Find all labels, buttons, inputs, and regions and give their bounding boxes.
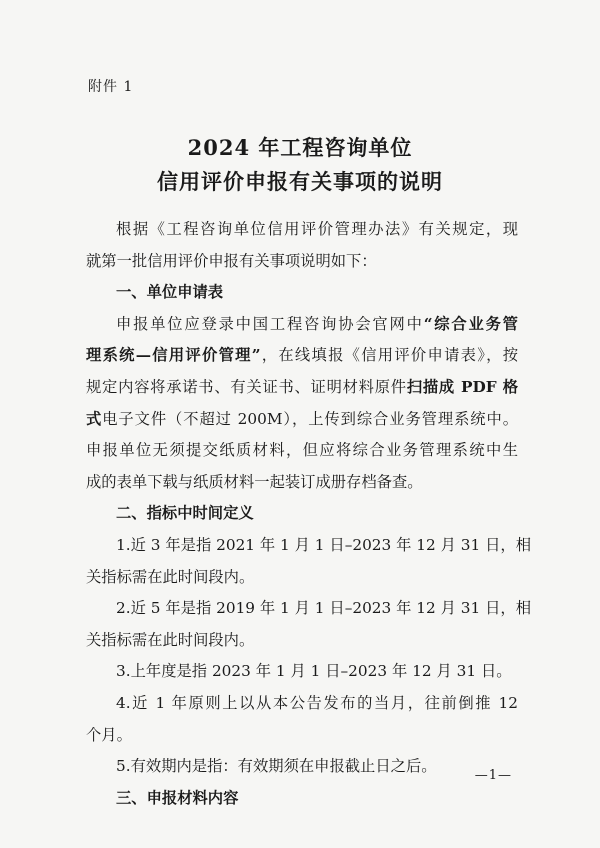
document-title-line-1: 2024 年工程咨询单位 — [187, 135, 413, 160]
section-3-heading: 三、申报材料内容 — [116, 788, 239, 807]
item-3-line: 3.上年度是指 2023 年 1 月 1 日–2023 年 12 月 31 日。 — [116, 662, 512, 681]
attachment-label: 附件 1 — [88, 79, 134, 95]
section-1-line-1: 申报单位应登录中国工程咨询协会官网中“综合业务管 — [116, 314, 518, 333]
section-1-heading: 一、单位申请表 — [116, 283, 224, 302]
item-2-line-2: 关指标需在此时间段内。 — [86, 630, 255, 649]
item-4-line-1: 4.近 1 年原则上以从本公告发布的当月，往前倒推 12 — [116, 693, 518, 712]
page-number: —1— — [474, 768, 512, 783]
document-body — [86, 214, 532, 814]
section-1-line-2: 理系统—信用评价管理”，在线填报《信用评价申请表》，按 — [86, 346, 518, 365]
pdf-format-bold: 扫描成 PDF 格 — [406, 377, 518, 396]
section-1-line-3: 规定内容将承诺书、有关证书、证明材料原件扫描成 PDF 格 — [86, 377, 518, 396]
section-1-line-4: 式电子文件（不超过 200M），上传到综合业务管理系统中。 — [86, 409, 518, 428]
document-title-line-2: 信用评价申报有关事项的说明 — [157, 169, 443, 194]
intro-line-2: 就第一批信用评价申报有关事项说明如下： — [86, 251, 377, 270]
system-name-bold: “综合业务管 — [423, 314, 518, 333]
item-1-line-2: 关指标需在此时间段内。 — [86, 567, 255, 586]
item-2-line-1: 2.近 5 年是指 2019 年 1 月 1 日–2023 年 12 月 31 日，相 — [116, 599, 532, 618]
section-2-heading: 二、指标中时间定义 — [116, 504, 254, 523]
system-name-bold-cont: 理系统—信用评价管理” — [86, 346, 261, 365]
item-1-line-1: 1.近 3 年是指 2021 年 1 月 1 日–2023 年 12 月 31 日，相 — [116, 535, 532, 554]
section-1-line-6: 成的表单下载与纸质材料一起装订成册存档备查。 — [86, 472, 423, 491]
pdf-format-bold-cont: 式 — [86, 409, 103, 428]
intro-line-1: 根据《工程咨询单位信用评价管理办法》有关规定，现 — [116, 220, 518, 238]
item-4-line-2: 个月。 — [86, 725, 132, 744]
section-1-line-5: 申报单位无须提交纸质材料，但应将综合业务管理系统中生 — [86, 441, 518, 460]
item-5-line: 5.有效期内是指：有效期须在申报截止日之后。 — [116, 757, 437, 776]
